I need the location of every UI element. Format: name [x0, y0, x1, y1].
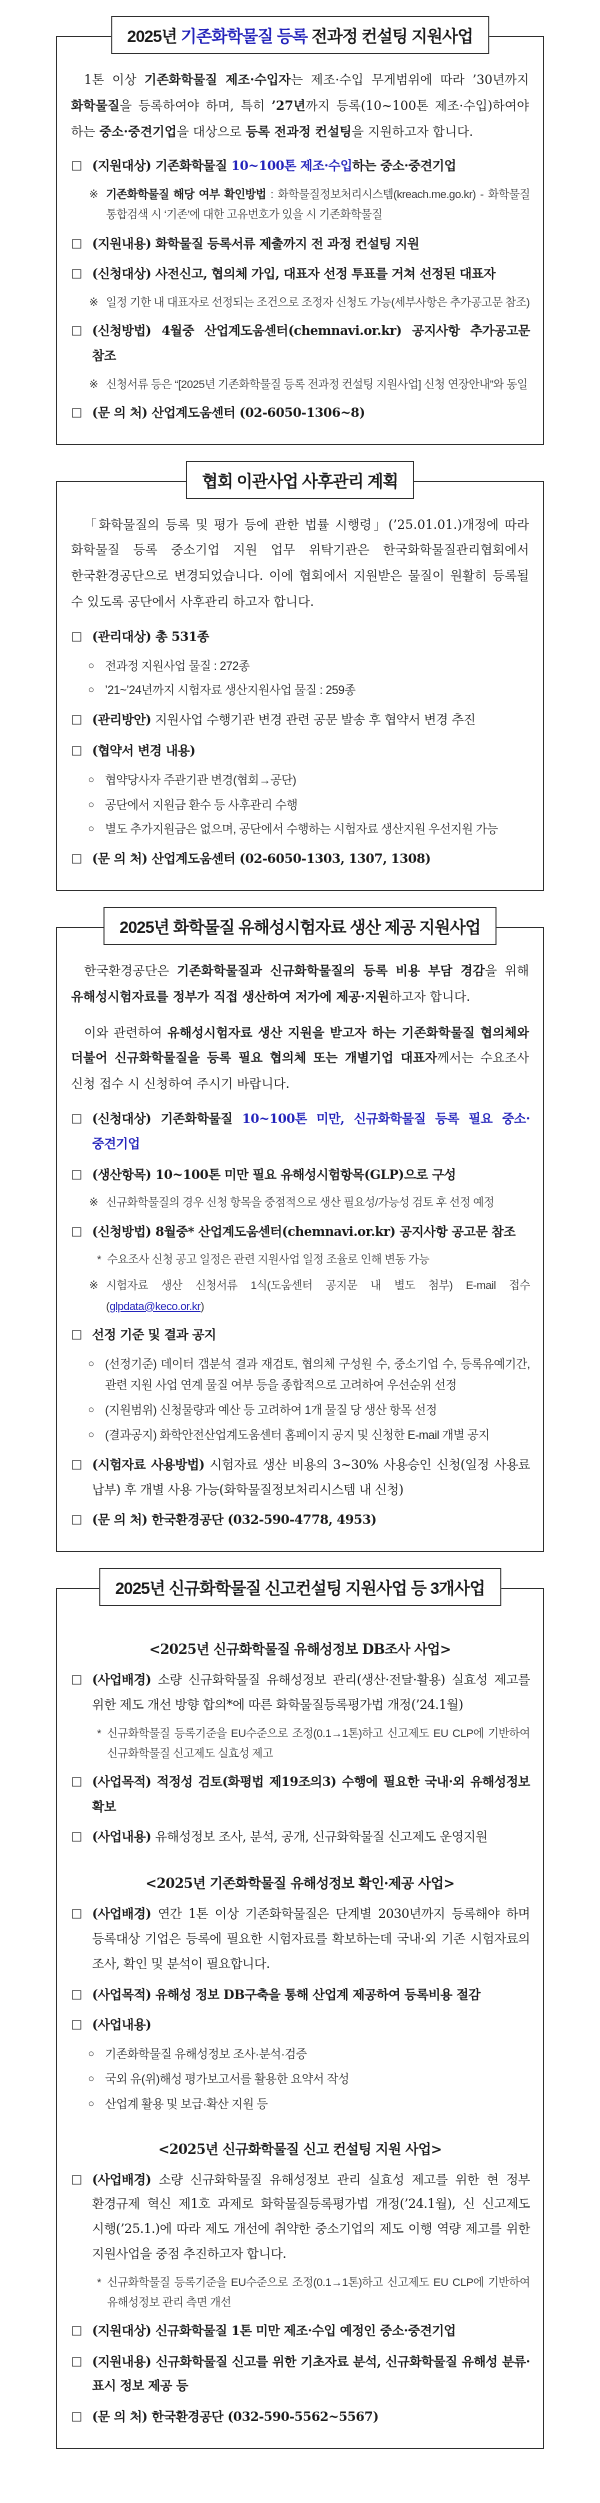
footnote — [89, 1193, 530, 1213]
text-run: 하고자 합니다. — [389, 988, 471, 1004]
section-title — [99, 1568, 501, 1606]
text-run: 까지 등록(10~100톤 제조·수입)하여야 하는 — [71, 97, 529, 139]
text-run: 는 제조·수입 무게범위에 따라 ’30년까지 — [290, 72, 530, 87]
circle-bullet-icon: ○ — [88, 1357, 95, 1370]
text-run: 2025년 화학물질 유해성시험자료 생산 제공 지원사업 — [119, 919, 481, 938]
text-run: (협약서 변경 내용) — [92, 743, 196, 759]
text-run: 2025년 신규화학물질 신고컨설팅 지원사업 등 3개사업 — [115, 1580, 485, 1599]
circle-bullet-icon: ○ — [88, 823, 95, 836]
circle-bullet-icon: ○ — [88, 773, 95, 786]
text-run: 전과정 컨설팅 지원사업 — [307, 28, 473, 46]
circle-bullet-icon: ○ — [88, 1404, 95, 1417]
text-run: 화학물질 — [71, 97, 120, 113]
text-run: (지원대상) 신규화학물질 1톤 미만 제조·수입 예정인 중소·중견기업 — [92, 2322, 456, 2338]
text-run: 기존화학물질 해당 여부 확인방법 — [106, 189, 267, 202]
text-run: 산업계 활용 및 보급·확산 지원 등 — [105, 2096, 268, 2111]
checkbox-bullet-icon: □ — [71, 1111, 83, 1126]
checkbox-bullet-icon: □ — [71, 2017, 83, 2032]
text-run: 유해성시험자료 생산 지원을 받고자 하는 기존화학물질 협의체와 더불어 신규화학물질을 등록 필요 협의체 또는 개별기업 대표자 — [71, 1024, 530, 1066]
sub-item — [88, 2069, 530, 2091]
circle-bullet-icon: ○ — [88, 798, 95, 811]
text-run: (결과공지) 화학안전산업계도움센터 홈페이지 공지 및 신청한 E-mail 개별 공지 — [105, 1427, 490, 1442]
footnote-asterisk — [97, 2273, 530, 2313]
text-run: (문 의 처) 산업계도움센터 (02-6050-1303, 1307, 1308) — [92, 851, 431, 867]
checkbox-bullet-icon: □ — [71, 1223, 83, 1238]
text-run: (선정기준) 데이터 갭분석 결과 재검토, 협의체 구성원 수, 중소기업 수, 등록유예기간, 관련 지원 사업 연계 물질 여부 등을 종합적으로 고려하여 우선순위 선정 — [105, 1356, 530, 1393]
text-run: 별도 추가지원금은 없으며, 공단에서 수행하는 시험자료 생산지원 우선지원 가능 — [105, 822, 498, 837]
text-run: (시험자료 사용방법) — [92, 1456, 205, 1472]
section-title — [111, 16, 489, 54]
text-run: 을 등록하여야 하며, 특히 — [119, 97, 272, 113]
sub-item — [88, 1354, 530, 1398]
sub-item — [88, 770, 530, 792]
circle-bullet-icon: ○ — [88, 684, 95, 697]
footnote — [89, 185, 530, 225]
list-item — [70, 1508, 530, 1533]
circle-bullet-icon: ○ — [88, 2097, 95, 2110]
section-body — [70, 958, 530, 1533]
text-run: (사업배경) — [92, 1672, 152, 1688]
text-run: ’27년 — [271, 97, 306, 113]
text-run: (신청방법) 8월중* 산업계도움센터(chemnavi.or.kr) 공지사항 공고문 참조 — [92, 1223, 516, 1239]
circle-bullet-icon: ○ — [88, 2072, 95, 2085]
text-run: 께서는 수요조사 신청 접수 시 신청하여 주시기 바랍니다. — [71, 1050, 529, 1092]
checkbox-bullet-icon: □ — [71, 2322, 83, 2337]
list-item — [70, 1770, 530, 1820]
checkbox-bullet-icon: □ — [71, 235, 83, 250]
text-run: 1톤 이상 — [84, 72, 145, 87]
checkbox-bullet-icon: □ — [71, 1166, 83, 1181]
text-run: 「화학물질의 등록 및 평가 등에 관한 법률 시행령」(’25.01.01.)개정에 따라 화학물질 등록 중소기업 지원 업무 위탁기관은 한국화학물질관리협회에서 한국환경공단으로 변경되었습니다. 이에 협회에서 지원받은 물질이 원활히 등록될 수 있도록 공단에서 사후관리 하고자 합니다. — [71, 516, 529, 610]
text-run: (문 의 처) 한국환경공단 (032-590-5562~5567) — [92, 2409, 379, 2425]
list-item — [70, 1983, 530, 2008]
sub-item — [88, 2044, 530, 2066]
text-run: <2025년 기존화학물질 유해성정보 확인·제공 사업> — [145, 1876, 455, 1893]
text-run: 10~100톤 제조·수입 — [231, 158, 353, 174]
checkbox-bullet-icon: □ — [71, 1906, 83, 1921]
text-run: ’21~’24년까지 시험자료 생산지원사업 물질 : 259종 — [105, 683, 356, 698]
text-run: 일정 기한 내 대표자로 선정되는 조건으로 조정자 신청도 가능(세부사항은 추가공고문 참조) — [106, 297, 530, 310]
list-item — [70, 1220, 530, 1245]
section-existing-chemicals-consulting — [56, 28, 544, 445]
text-run: (사업내용) — [92, 2017, 152, 2033]
text-run: 소량 신규화학물질 유해성정보 관리 실효성 제고를 위한 현 정부 환경규제 혁신 제1호 과제로 화학물질등록평가법 개정(’24.1월), 신 신고제도 시행(’25.1.)에 따라 제도 개선에 취약한 중소기업의 제도 이행 역량 제고를 위한 지원사업을 중점 추진하고자 합니다. — [92, 2171, 530, 2261]
text-run: 기존화학물질 제조·수입자 — [144, 72, 291, 87]
checkbox-bullet-icon: □ — [71, 1986, 83, 2001]
list-item — [70, 1107, 530, 1157]
list-item — [70, 1825, 530, 1850]
text-run: 공단에서 지원금 환수 등 사후관리 수행 — [105, 797, 298, 812]
list-item — [70, 2405, 530, 2430]
asterisk-icon: * — [97, 2276, 102, 2289]
checkbox-bullet-icon: □ — [71, 323, 83, 338]
text-run: 신규화학물질의 경우 신청 항목을 중점적으로 생산 필요성/가능성 검토 후 선정 예정 — [106, 1197, 495, 1210]
text-run: <2025년 신규화학물질 신고 컨설팅 지원 사업> — [158, 2141, 442, 2158]
text-run: 중소·중견기업 — [99, 123, 177, 139]
text-run: 2025년 — [127, 28, 181, 46]
section-association-transfer-plan — [56, 472, 544, 891]
text-run: (생산항목) 10~100톤 미만 필요 유해성시험항목(GLP)으로 구성 — [92, 1166, 456, 1182]
text-run: 유해성시험자료를 정부가 직접 생산하여 저가에 제공·지원 — [71, 988, 390, 1004]
footnote-asterisk — [97, 1250, 530, 1270]
text-run: 한국환경공단은 — [84, 963, 177, 979]
list-item — [70, 401, 530, 426]
text-run: 10~100톤 미만, 신규화학물질 등록 필요 중소·중견기업 — [92, 1111, 530, 1151]
text-run: 신규화학물질 등록기준을 EU수준으로 조정(0.1→1톤)하고 신고제도 EU CLP에 기반하여 신규화학물질 신고제도 실효성 제고 — [107, 1727, 530, 1760]
paragraph — [71, 1020, 529, 1097]
subsection-title — [70, 1872, 530, 1892]
text-run: 을 위해 — [484, 963, 529, 979]
text-run: (지원대상) 기존화학물질 — [92, 158, 232, 174]
list-item — [70, 1902, 530, 1976]
section-new-chemicals-three-programs — [56, 1580, 544, 2449]
checkbox-bullet-icon: □ — [71, 2409, 83, 2424]
text-run: 기존화학물질과 신규화학물질의 등록 비용 부담 경감 — [176, 963, 485, 979]
checkbox-bullet-icon: □ — [71, 1326, 83, 1341]
text-run: (사업목적) 적정성 검토(화평법 제19조의3) 수행에 필요한 국내·외 유해성정보 확보 — [92, 1773, 530, 1814]
footnote — [89, 293, 530, 313]
text-run: (사업내용) — [92, 1829, 152, 1845]
text-run: 협회 이관사업 사후관리 계획 — [201, 472, 399, 491]
paragraph — [71, 512, 529, 615]
list-item — [70, 319, 530, 369]
text-run: 소량 신규화학물질 유해성정보 관리(생산·전달·활용) 실효성 제고를 위한 제도 개선 방향 합의*에 따른 화학물질등록평가법 개정(’24.1월) — [92, 1672, 530, 1712]
subsection-title — [70, 1638, 530, 1658]
sub-item — [88, 680, 530, 702]
text-run: 선정 기준 및 결과 공지 — [92, 1326, 217, 1342]
sub-item — [88, 656, 530, 678]
list-item — [70, 1163, 530, 1188]
text-run: 신규화학물질 등록기준을 EU수준으로 조정(0.1→1톤)하고 신고제도 EU CLP에 기반하여 유해성정보 관리 측면 개선 — [107, 2276, 530, 2309]
reference-mark-icon: ※ — [89, 1280, 99, 1293]
list-item — [70, 847, 530, 872]
text-run: ) — [200, 1300, 205, 1313]
reference-mark-icon: ※ — [89, 189, 99, 202]
text-run: (지원범위) 신청물량과 예산 등 고려하여 1개 물질 당 생산 항목 선정 — [105, 1403, 437, 1418]
text-run: 을 지원하고자 합니다. — [351, 123, 474, 139]
checkbox-bullet-icon: □ — [71, 628, 83, 643]
sub-item — [88, 1400, 530, 1422]
text-run: 수요조사 신청 공고 일정은 관련 지원사업 일정 조율로 인해 변동 가능 — [107, 1254, 430, 1267]
footnote-asterisk — [97, 1724, 530, 1764]
checkbox-bullet-icon: □ — [71, 1773, 83, 1788]
text-run: 이와 관련하여 — [84, 1024, 168, 1040]
circle-bullet-icon: ○ — [88, 2048, 95, 2061]
list-item — [70, 232, 530, 257]
text-run: (신청대상) 기존화학물질 — [92, 1111, 242, 1127]
text-run: (문 의 처) 한국환경공단 (032-590-4778, 4953) — [92, 1512, 377, 1528]
list-item — [70, 739, 530, 764]
checkbox-bullet-icon: □ — [71, 851, 83, 866]
text-run: 협약당사자 주관기관 변경(협회→공단) — [105, 772, 297, 787]
text-run: 기존화학물질 등록 — [180, 28, 308, 46]
text-run: 하는 중소·중견기업 — [352, 158, 457, 174]
asterisk-icon: * — [97, 1727, 102, 1740]
text-run: (신청방법) 4월중 산업계도움센터(chemnavi.or.kr) 공지사항 추가공고문 참조 — [92, 323, 530, 363]
list-item — [70, 262, 530, 287]
checkbox-bullet-icon: □ — [71, 2171, 83, 2186]
subsection-title — [70, 2138, 530, 2158]
text-run: 유해성정보 조사, 분석, 공개, 신규화학물질 신고제도 운영지원 — [151, 1829, 488, 1845]
checkbox-bullet-icon: □ — [71, 1672, 83, 1687]
asterisk-icon: * — [97, 1254, 102, 1267]
sub-item — [88, 1425, 530, 1447]
text-run: : 화학물질정보처리시스템(kreach.me.go.kr) - 화학물질 통합검색 시 ‘기존’에 대한 고유번호가 있을 시 기존화학물질 — [106, 189, 530, 222]
text-run: (지원내용) 화학물질 등록서류 제출까지 전 과정 컨설팅 지원 — [92, 235, 420, 251]
checkbox-bullet-icon: □ — [71, 1512, 83, 1527]
section-hazard-test-data-production — [56, 919, 544, 1552]
text-run: (문 의 처) 산업계도움센터 (02-6050-1306~8) — [92, 404, 365, 420]
reference-mark-icon: ※ — [89, 297, 99, 310]
text-run: 연간 1톤 이상 기존화학물질은 단계별 2030년까지 등록해야 하며 등록대상 기업은 등록에 필요한 시험자료를 확보하는데 국내·외 기존 시험자료의 조사, 확인 및 분석이 필요합니다. — [92, 1906, 530, 1971]
section-body — [70, 67, 530, 426]
list-item — [70, 2013, 530, 2038]
sub-item — [88, 795, 530, 817]
circle-bullet-icon: ○ — [88, 659, 95, 672]
checkbox-bullet-icon: □ — [71, 1456, 83, 1471]
sub-item — [88, 819, 530, 841]
text-run: 전과정 지원사업 물질 : 272종 — [105, 658, 250, 673]
list-item — [70, 2168, 530, 2267]
text-run: 시험자료 생산 신청서류 1식(도움센터 공지문 내 별도 첨부) E-mail 접수( — [106, 1280, 530, 1313]
text-run: (관리대상) 총 531종 — [92, 628, 209, 644]
checkbox-bullet-icon: □ — [71, 158, 83, 173]
text-run: 을 대상으로 — [176, 123, 246, 139]
footnote — [89, 375, 530, 395]
reference-mark-icon: ※ — [89, 378, 99, 391]
checkbox-bullet-icon: □ — [71, 712, 83, 727]
text-run: (사업배경) — [92, 1906, 152, 1922]
paragraph — [71, 67, 529, 144]
list-item — [70, 708, 530, 733]
checkbox-bullet-icon: □ — [71, 404, 83, 419]
text-run: (사업배경) — [92, 2171, 152, 2187]
list-item — [70, 2350, 530, 2400]
text-run: 시험자료 생산 비용의 3~30% 사용승인 신청(일정 사용료 납부) 후 개별 사용 가능(화학물질정보처리시스템 내 신청) — [92, 1456, 531, 1497]
text-run: 등록 전과정 컨설팅 — [245, 123, 352, 139]
checkbox-bullet-icon: □ — [71, 1829, 83, 1844]
text-run: (지원내용) 신규화학물질 신고를 위한 기초자료 분석, 신규화학물질 유해성 분류·표시 정보 제공 등 — [92, 2353, 530, 2394]
reference-mark-icon: ※ — [89, 1197, 99, 1210]
text-run: (신청대상) 사전신고, 협의체 가입, 대표자 선정 투표를 거쳐 선정된 대표자 — [92, 266, 496, 282]
text-run: (사업목적) 유해성 정보 DB구축을 통해 산업계 제공하여 등록비용 절감 — [92, 1986, 481, 2002]
sub-item — [88, 2094, 530, 2116]
text-run: 기존화학물질 유해성정보 조사·분석·검증 — [105, 2047, 307, 2062]
email-link[interactable]: glpdata@keco.or.kr — [109, 1300, 201, 1313]
list-item — [70, 2319, 530, 2344]
paragraph — [71, 958, 529, 1010]
checkbox-bullet-icon: □ — [71, 2353, 83, 2368]
section-body — [70, 512, 530, 872]
list-item — [70, 1668, 530, 1718]
list-item — [70, 154, 530, 179]
checkbox-bullet-icon: □ — [71, 743, 83, 758]
text-run: 지원사업 수행기관 변경 관련 공문 발송 후 협약서 변경 추진 — [151, 712, 476, 728]
text-run: 신청서류 등은 “[2025년 기존화학물질 등록 전과정 컨설팅 지원사업] 신청 연장안내”와 동일 — [106, 378, 528, 391]
checkbox-bullet-icon: □ — [71, 266, 83, 281]
section-body — [70, 1638, 530, 2430]
list-item — [70, 1453, 530, 1503]
section-title — [103, 907, 496, 945]
text-run: 국외 유(위)해성 평가보고서를 활용한 요약서 작성 — [105, 2071, 350, 2086]
circle-bullet-icon: ○ — [88, 1428, 95, 1441]
list-item — [70, 1323, 530, 1348]
text-run: <2025년 신규화학물질 유해성정보 DB조사 사업> — [149, 1642, 451, 1659]
footnote — [89, 1276, 530, 1316]
section-title — [186, 461, 414, 499]
text-run: (관리방안) — [92, 712, 152, 728]
list-item — [70, 625, 530, 650]
